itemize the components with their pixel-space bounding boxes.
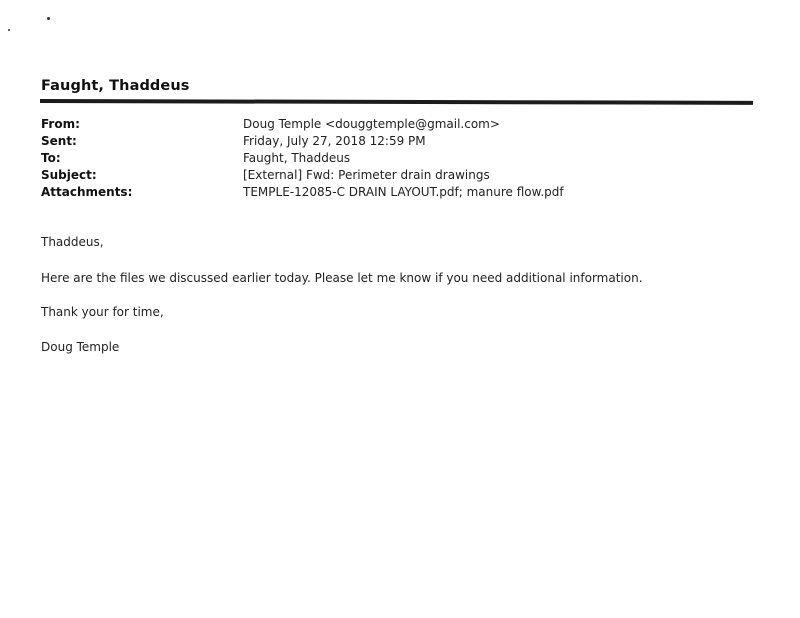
email-signature: Doug Temple <box>41 340 120 354</box>
from-row <box>41 116 741 133</box>
to-row <box>41 150 741 167</box>
to-value: Faught, Thaddeus <box>243 151 351 165</box>
from-label: From: <box>41 117 80 131</box>
subject-label: Subject: <box>41 168 97 182</box>
attachments-label: Attachments: <box>41 185 133 199</box>
from-value: Doug Temple <douggtemple@gmail.com> <box>243 117 500 131</box>
email-greeting: Thaddeus, <box>41 235 104 249</box>
header-divider <box>40 99 753 105</box>
scan-speck <box>47 17 50 20</box>
subject-row <box>41 167 741 184</box>
attachments-value: TEMPLE-12085-C DRAIN LAYOUT.pdf; manure flow.pdf <box>243 185 564 199</box>
to-label: To: <box>41 151 61 165</box>
sent-label: Sent: <box>41 134 77 148</box>
sent-row <box>41 133 741 150</box>
email-metadata <box>41 116 741 201</box>
scan-speck <box>8 29 10 31</box>
subject-value: [External] Fwd: Perimeter drain drawings <box>243 168 490 182</box>
sent-value: Friday, July 27, 2018 12:59 PM <box>243 134 426 148</box>
email-paragraph: Here are the files we discussed earlier today. Please let me know if you need additional information. <box>41 271 643 285</box>
attachments-row <box>41 184 741 201</box>
mailbox-owner-name: Faught, Thaddeus <box>41 78 190 94</box>
email-closing: Thank your for time, <box>41 305 164 319</box>
